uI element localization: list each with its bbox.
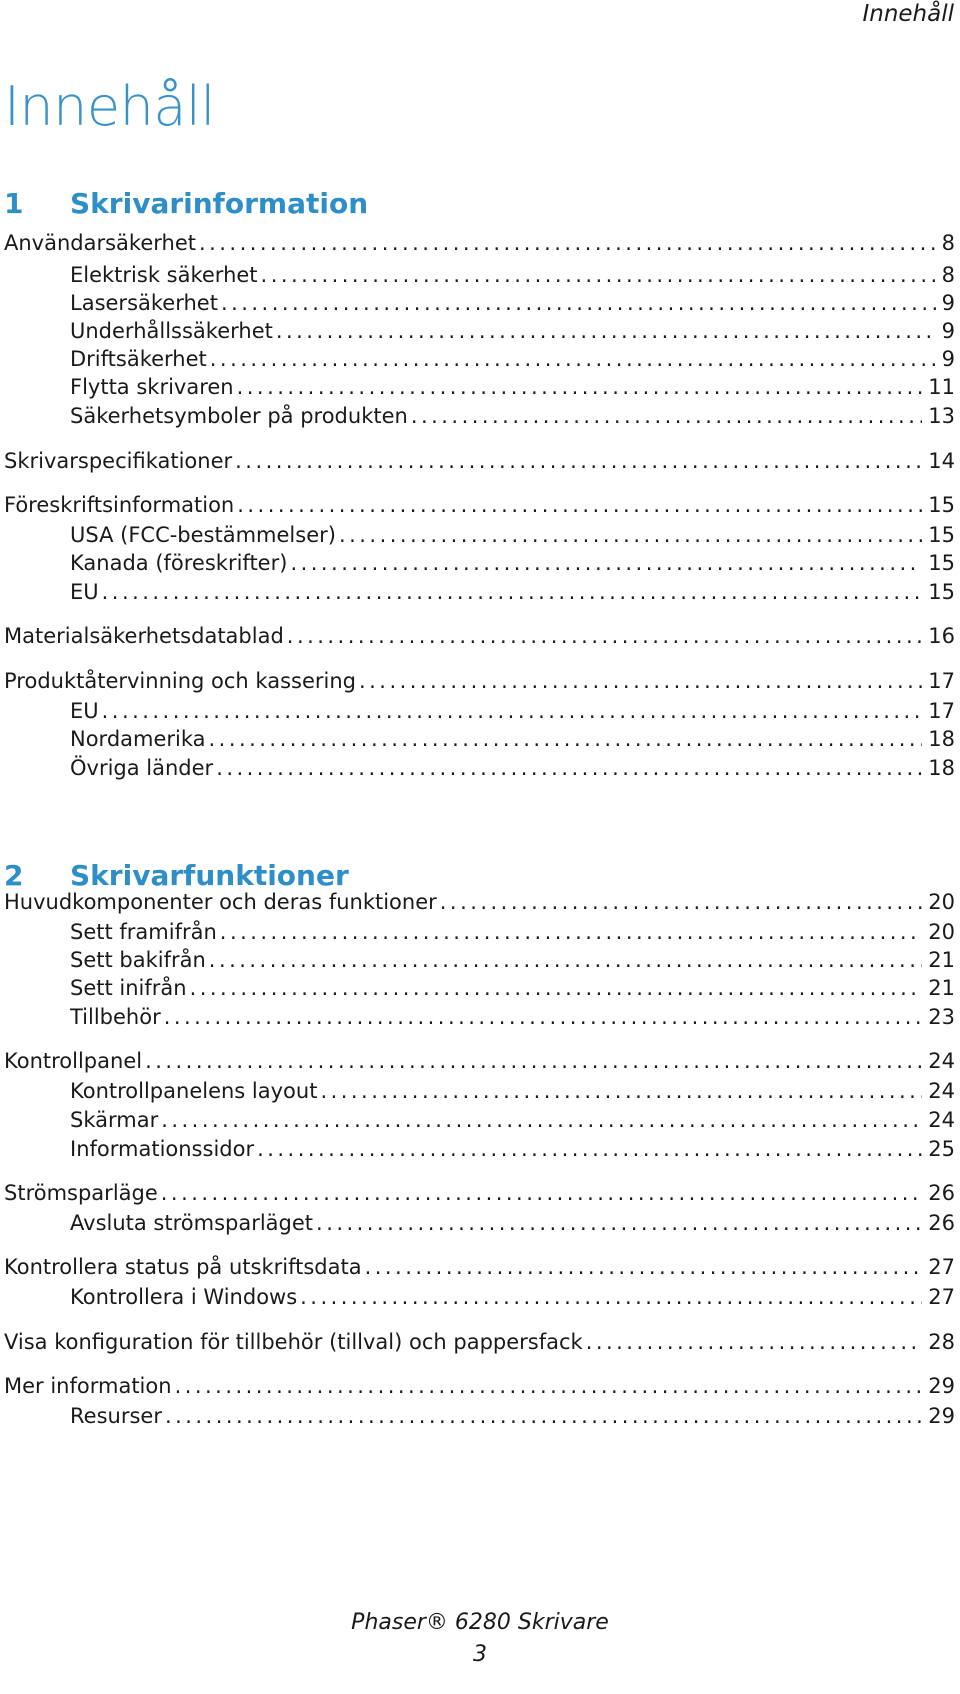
toc-entry-label: Resurser: [70, 1404, 162, 1428]
toc-subsection-entry[interactable]: [70, 1283, 955, 1311]
dot-leader: [145, 1047, 922, 1075]
dot-leader: [209, 725, 923, 753]
toc-subsection-entry[interactable]: [70, 261, 955, 289]
dot-leader: [190, 974, 923, 1002]
toc-entry-label: Driftsäkerhet: [70, 347, 207, 371]
toc-entry-page-number: 21: [928, 948, 955, 972]
toc-entry-page-number: 26: [928, 1211, 955, 1235]
chapter-title: Skrivarfunktioner: [70, 859, 349, 892]
toc-subsection-entry[interactable]: [70, 1402, 955, 1430]
toc-entry-page-number: 8: [941, 263, 955, 287]
toc-entry-label: Skrivarspecifikationer: [4, 449, 233, 473]
toc-entry-label: Tillbehör: [70, 1005, 161, 1029]
dot-leader: [165, 1402, 922, 1430]
toc-entry-label: Kontrollera status på utskriftsdata: [4, 1255, 362, 1279]
toc-entry-label: Skärmar: [70, 1108, 159, 1132]
dot-leader: [175, 1372, 923, 1400]
toc-entry-label: Materialsäkerhetsdatablad: [4, 624, 284, 648]
toc-entry-label: Kontrollpanelens layout: [70, 1079, 318, 1103]
dot-leader: [102, 578, 923, 606]
toc-subsection-entry[interactable]: [70, 974, 955, 1002]
toc-entry-page-number: 29: [928, 1404, 955, 1428]
toc-entry-label: Flytta skrivaren: [70, 375, 234, 399]
toc-entry-label: Nordamerika: [70, 727, 206, 751]
toc-entry-page-number: 24: [928, 1108, 955, 1132]
dot-leader: [257, 1135, 922, 1163]
toc-entry-label: Sett framifrån: [70, 920, 217, 944]
chapter-title: Skrivarinformation: [70, 187, 369, 220]
toc-subsection-entry[interactable]: [70, 578, 955, 606]
toc-entry-page-number: 15: [928, 523, 955, 547]
toc-section-entry[interactable]: [4, 667, 955, 695]
toc-subsection-entry[interactable]: [70, 1003, 955, 1031]
dot-leader: [287, 622, 922, 650]
toc-section-entry[interactable]: [4, 1253, 955, 1281]
dot-leader: [209, 946, 922, 974]
toc-section-entry[interactable]: [4, 447, 955, 475]
toc-entry-label: Sett inifrån: [70, 976, 187, 1000]
toc-entry-page-number: 24: [928, 1079, 955, 1103]
toc-entry-label: Underhållssäkerhet: [70, 319, 273, 343]
chapter-heading[interactable]: [4, 186, 954, 222]
toc-entry-page-number: 13: [928, 404, 955, 428]
dot-leader: [290, 549, 922, 577]
toc-entry-label: Avsluta strömsparläget: [70, 1211, 314, 1235]
toc-section-entry[interactable]: [4, 491, 955, 519]
dot-leader: [237, 491, 922, 519]
toc-section-entry[interactable]: [4, 1328, 955, 1356]
toc-entry-page-number: 20: [928, 890, 955, 914]
toc-entry-label: Kontrollpanel: [4, 1049, 143, 1073]
dot-leader: [365, 1253, 923, 1281]
toc-entry-label: Produktåtervinning och kassering: [4, 669, 356, 693]
toc-subsection-entry[interactable]: [70, 754, 955, 782]
toc-subsection-entry[interactable]: [70, 373, 955, 401]
toc-subsection-entry[interactable]: [70, 725, 955, 753]
toc-entry-label: Visa konfiguration för tillbehör (tillval) och pappersfack: [4, 1330, 583, 1354]
footer-product-name: Phaser® 6280 Skrivare: [351, 1610, 609, 1635]
toc-entry-page-number: 17: [928, 669, 955, 693]
toc-entry-label: Kontrollera i Windows: [70, 1285, 298, 1309]
toc-entry-page-number: 27: [928, 1285, 955, 1309]
dot-leader: [161, 1106, 922, 1134]
toc-entry-label: Övriga länder: [70, 756, 214, 780]
toc-entry-page-number: 18: [928, 756, 955, 780]
dot-leader: [164, 1003, 923, 1031]
toc-entry-page-number: 14: [928, 449, 955, 473]
toc-entry-page-number: 20: [928, 920, 955, 944]
toc-subsection-entry[interactable]: [70, 345, 955, 373]
dot-leader: [102, 697, 923, 725]
toc-entry-page-number: 26: [928, 1181, 955, 1205]
toc-entry-label: USA (FCC-bestämmelser): [70, 523, 336, 547]
toc-entry-label: EU: [70, 699, 99, 723]
toc-entry-page-number: 17: [928, 699, 955, 723]
dot-leader: [440, 888, 922, 916]
toc-entry-label: Elektrisk säkerhet: [70, 263, 258, 287]
footer-page-number: 3: [473, 1642, 487, 1667]
toc-entry-page-number: 9: [941, 291, 955, 315]
toc-section-entry[interactable]: [4, 622, 955, 650]
dot-leader: [339, 521, 922, 549]
toc-section-entry[interactable]: [4, 1179, 955, 1207]
toc-entry-page-number: 8: [941, 231, 955, 255]
toc-entry-label: Kanada (föreskrifter): [70, 551, 288, 575]
toc-entry-page-number: 9: [941, 347, 955, 371]
toc-subsection-entry[interactable]: [70, 918, 955, 946]
toc-entry-label: Lasersäkerhet: [70, 291, 218, 315]
dot-leader: [276, 317, 936, 345]
toc-entry-label: Säkerhetsymboler på produkten: [70, 404, 408, 428]
dot-leader: [320, 1077, 922, 1105]
toc-entry-page-number: 9: [941, 319, 955, 343]
toc-entry-page-number: 25: [928, 1137, 955, 1161]
dot-leader: [210, 345, 936, 373]
toc-section-entry[interactable]: [4, 888, 955, 916]
toc-entry-page-number: 18: [928, 727, 955, 751]
toc-entry-label: Informationssidor: [70, 1137, 255, 1161]
toc-entry-label: Föreskriftsinformation: [4, 493, 235, 517]
dot-leader: [586, 1328, 923, 1356]
toc-entry-page-number: 27: [928, 1255, 955, 1279]
toc-subsection-entry[interactable]: [70, 697, 955, 725]
toc-entry-page-number: 24: [928, 1049, 955, 1073]
toc-entry-page-number: 21: [928, 976, 955, 1000]
chapter-number: 1: [4, 187, 24, 220]
toc-section-entry[interactable]: [4, 1372, 955, 1400]
dot-leader: [316, 1209, 922, 1237]
dot-leader: [216, 754, 922, 782]
toc-subsection-entry[interactable]: [70, 1209, 955, 1237]
toc-entry-page-number: 11: [928, 375, 955, 399]
dot-leader: [235, 447, 922, 475]
toc-entry-page-number: 15: [928, 493, 955, 517]
dot-leader: [221, 289, 936, 317]
toc-subsection-entry[interactable]: [70, 289, 955, 317]
toc-entry-label: Sett bakifrån: [70, 948, 206, 972]
dot-leader: [199, 229, 936, 257]
toc-entry-page-number: 15: [928, 580, 955, 604]
toc-entry-label: Mer information: [4, 1374, 172, 1398]
toc-entry-page-number: 23: [928, 1005, 955, 1029]
toc-subsection-entry[interactable]: [70, 1106, 955, 1134]
toc-subsection-entry[interactable]: [70, 402, 955, 430]
dot-leader: [161, 1179, 922, 1207]
toc-subsection-entry[interactable]: [70, 946, 955, 974]
dot-leader: [237, 373, 923, 401]
toc-entry-label: Användarsäkerhet: [4, 231, 196, 255]
toc-subsection-entry[interactable]: [70, 1135, 955, 1163]
toc-entry-label: Strömsparläge: [4, 1181, 158, 1205]
dot-leader: [411, 402, 922, 430]
chapter-number: 2: [4, 859, 24, 892]
dot-leader: [220, 918, 922, 946]
toc-subsection-entry[interactable]: [70, 521, 955, 549]
toc-subsection-entry[interactable]: [70, 549, 955, 577]
running-header: Innehåll: [862, 1, 954, 27]
toc-section-entry[interactable]: [4, 229, 955, 257]
toc-entry-label: Huvudkomponenter och deras funktioner: [4, 890, 437, 914]
toc-subsection-entry[interactable]: [70, 1077, 955, 1105]
dot-leader: [261, 261, 936, 289]
toc-section-entry[interactable]: [4, 1047, 955, 1075]
toc-entry-label: EU: [70, 580, 99, 604]
toc-subsection-entry[interactable]: [70, 317, 955, 345]
toc-entry-page-number: 28: [928, 1330, 955, 1354]
toc-entry-page-number: 16: [928, 624, 955, 648]
dot-leader: [300, 1283, 922, 1311]
toc-entry-page-number: 15: [928, 551, 955, 575]
dot-leader: [359, 667, 922, 695]
page-title: Innehåll: [4, 75, 215, 138]
toc-entry-page-number: 29: [928, 1374, 955, 1398]
